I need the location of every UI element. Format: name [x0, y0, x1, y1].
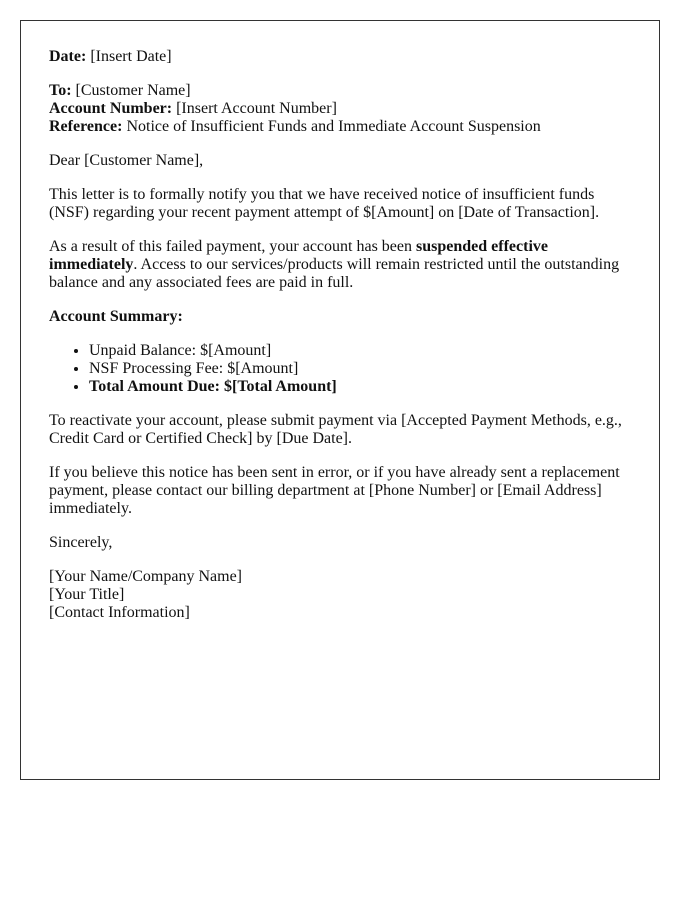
to-label: To: [49, 82, 72, 99]
recipient-block [49, 82, 631, 136]
signature-contact: [Contact Information] [49, 604, 190, 621]
account-summary-list [49, 342, 631, 396]
paragraph-nsf-notice: This letter is to formally notify you that we have received notice of insufficient funds (NSF) regarding your recent payment attempt of $[Amount] on [Date of Transaction]. [49, 186, 600, 221]
account-summary-heading-text: Account Summary: [49, 308, 183, 325]
closing: Sincerely, [49, 534, 113, 551]
date-line [49, 48, 631, 66]
salutation: Dear [Customer Name], [49, 152, 204, 169]
summary-item-unpaid-balance: • Unpaid Balance: $[Amount] [89, 342, 631, 360]
paragraph-suspension [49, 238, 631, 292]
signature-block [49, 568, 631, 622]
reference-label: Reference: [49, 118, 123, 135]
date-label: Date: [49, 48, 87, 65]
suspension-text-pre: As a result of this failed payment, your account has been [49, 238, 416, 255]
suspension-emphasis: suspended effective immediately [49, 238, 548, 273]
letter-page [20, 20, 660, 780]
signature-title: [Your Title] [49, 586, 125, 603]
summary-item-total-due [89, 378, 631, 396]
summary-item-total-due-text: Total Amount Due: $[Total Amount] [89, 378, 337, 395]
account-summary-heading [49, 308, 631, 326]
account-number-value: [Insert Account Number] [176, 100, 337, 117]
account-number-label: Account Number: [49, 100, 173, 117]
suspension-text-post: . Access to our services/products will remain restricted until the outstanding balance and any associated fees are paid in full. [49, 256, 620, 291]
paragraph-reactivation: To reactivate your account, please submit payment via [Accepted Payment Methods, e.g., Credit Card or Certified Check] by [Due Date]. [49, 412, 622, 447]
signature-name: [Your Name/Company Name] [49, 568, 243, 585]
paragraph-contact: If you believe this notice has been sent in error, or if you have already sent a replacement payment, please contact our billing department at [Phone Number] or [Email Address] immediately. [49, 464, 620, 517]
to-value: [Customer Name] [75, 82, 191, 99]
summary-item-nsf-fee: • NSF Processing Fee: $[Amount] [89, 360, 631, 378]
reference-value: Notice of Insufficient Funds and Immediate Account Suspension [126, 118, 541, 135]
date-value: [Insert Date] [90, 48, 172, 65]
